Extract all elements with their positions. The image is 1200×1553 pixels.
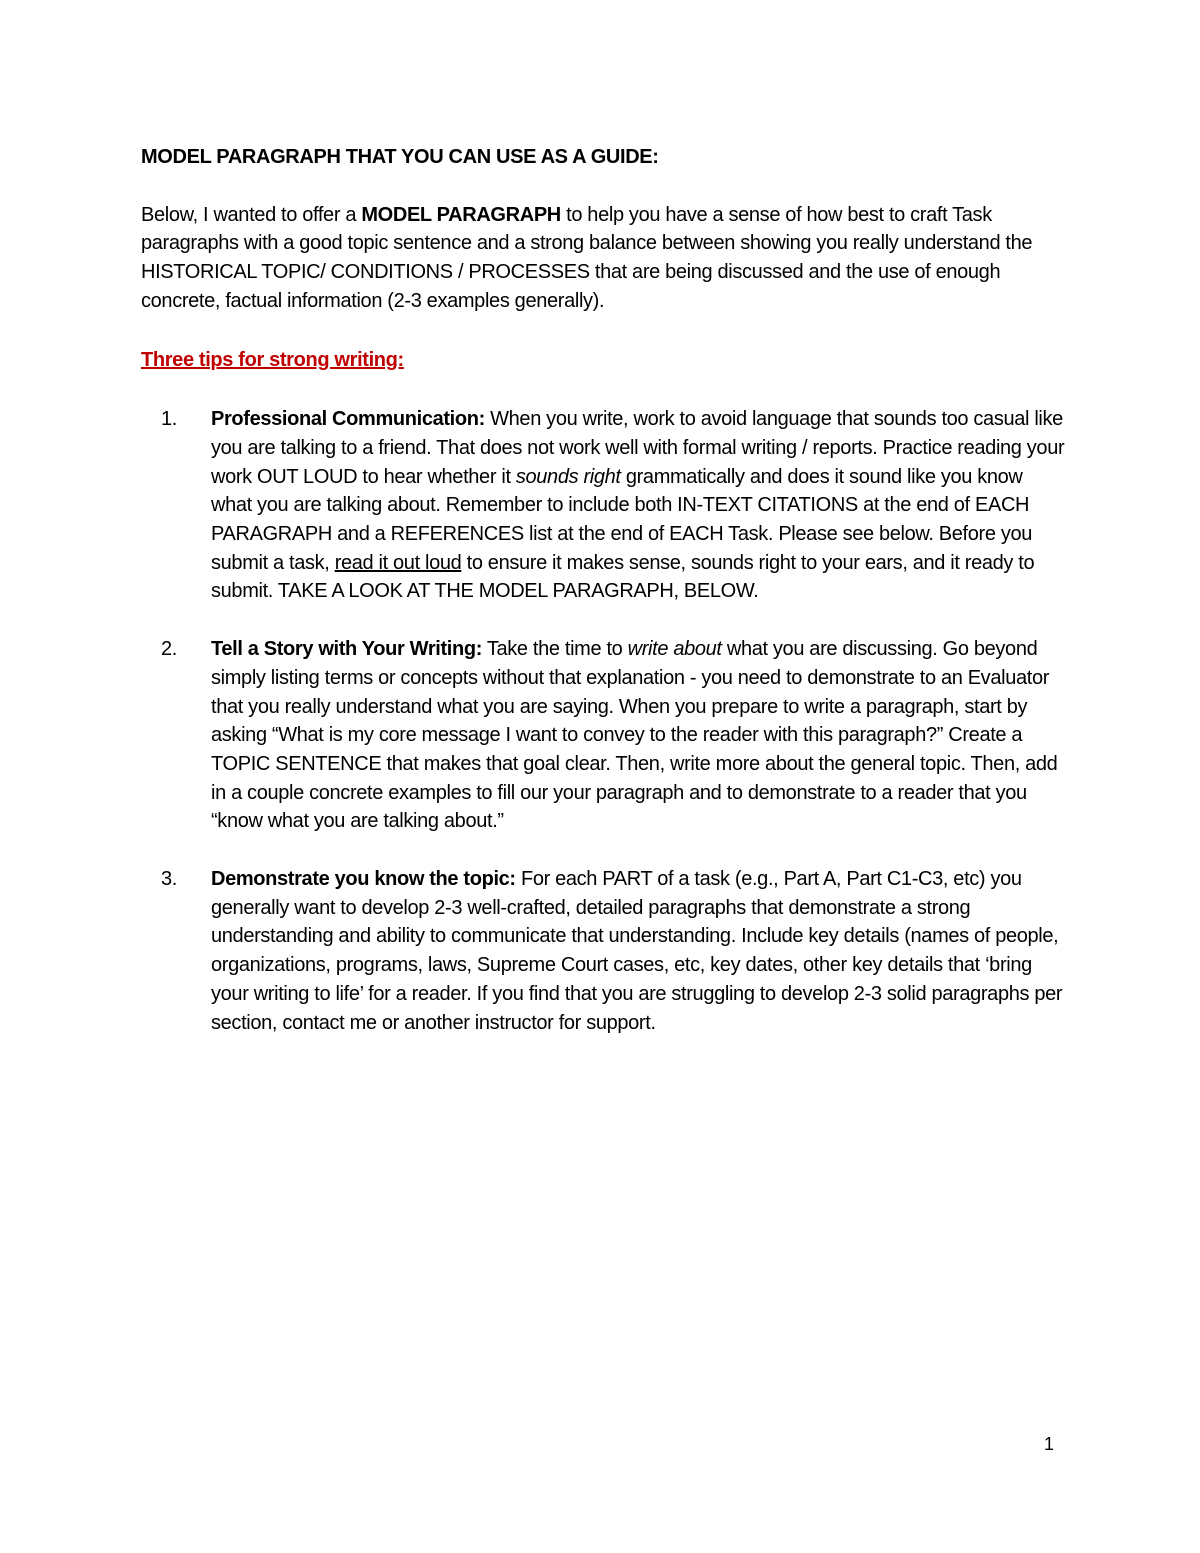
tips-heading: Three tips for strong writing: bbox=[141, 348, 404, 371]
intro-paragraph bbox=[141, 201, 1066, 316]
tip-italic-text: write about bbox=[627, 638, 722, 661]
tip-text: to ensure it makes sense, sounds right to your ears, and it ready to submit. TAKE A LOOK AT THE MODEL PARAGRAPH, BELOW. bbox=[211, 551, 1035, 603]
tip-item-professional-communication bbox=[141, 405, 1066, 606]
intro-text-end: to help you have a sense of how best to craft Task paragraphs with a good topic sentence and a strong balance between showing you really understand the HISTORICAL TOPIC/ CONDITIONS / PROCESSES that are being discussed and the use of enough concrete, factual information (2-3 examples generally). bbox=[141, 203, 1033, 312]
tip-number: 2. bbox=[161, 638, 177, 661]
tip-title: Tell a Story with Your Writing: bbox=[211, 638, 483, 661]
intro-text-start: Below, I wanted to offer a bbox=[141, 203, 362, 226]
page-heading: MODEL PARAGRAPH THAT YOU CAN USE AS A GUIDE: bbox=[141, 146, 659, 168]
page-number: 1 bbox=[1044, 1434, 1055, 1454]
tip-italic-text: sounds right bbox=[515, 465, 621, 488]
tip-title: Demonstrate you know the topic: bbox=[211, 868, 516, 891]
tip-text: When you write, work to avoid language that sounds too casual like you are talking to a friend. That does not work well with formal writing / reports. Practice reading your work OUT LOUD to hear whether it bbox=[211, 408, 1065, 488]
tip-text: what you are discussing. Go beyond simply listing terms or concepts without that explanation - you need to demonstrate to an Evaluator that you really understand what you are saying. When you prepare to write a paragraph, start by asking “What is my core message I want to convey to the reader with this paragraph?” Create a TOPIC SENTENCE that makes that goal clear. Then, write more about the general topic. Then, add in a couple concrete examples to fill our your paragraph and to demonstrate to a reader that you “know what you are talking about.” bbox=[211, 638, 1058, 833]
tip-underlined-text: read it out loud bbox=[334, 551, 462, 574]
tip-item-demonstrate-topic bbox=[141, 865, 1066, 1037]
tip-text: For each PART of a task (e.g., Part A, Part C1-C3, etc) you generally want to develop 2-3 well-crafted, detailed paragraphs that demonstrate a strong understanding and ability to communicate that understanding. Include key details (names of people, organizations, programs, laws, Supreme Court cases, etc, key dates, other key details that ‘bring your writing to life’ for a reader. If you find that you are struggling to develop 2-3 solid paragraphs per section, contact me or another instructor for support. bbox=[211, 868, 1063, 1034]
tip-number: 3. bbox=[161, 868, 177, 891]
tip-item-tell-a-story bbox=[141, 635, 1066, 836]
document-body bbox=[141, 143, 1066, 1066]
tip-title: Professional Communication: bbox=[211, 408, 485, 431]
intro-bold-term: MODEL PARAGRAPH bbox=[361, 203, 561, 226]
tips-list bbox=[141, 405, 1066, 1037]
tip-text: grammatically and does it sound like you know what you are talking about. Remember to include both IN-TEXT CITATIONS at the end of EACH PARAGRAPH and a REFERENCES list at the end of EACH Task. Please see below. Before you submit a task, bbox=[211, 465, 1033, 574]
tip-number: 1. bbox=[161, 408, 177, 431]
tip-text: Take the time to bbox=[482, 638, 628, 661]
